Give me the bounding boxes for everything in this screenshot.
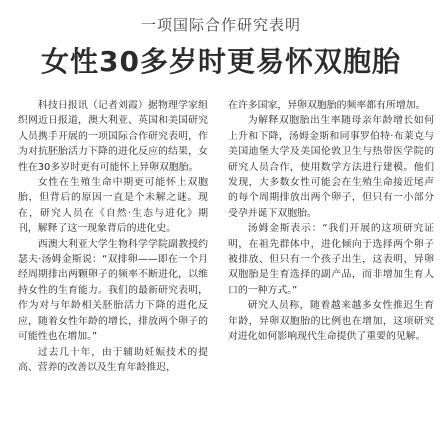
paragraph: 为解释双胞胎出生率随母亲年龄增长如何上升和下降，汤姆金斯和同事罗伯特·布莱克与美国迪堡大学及美国伦敦卫生与热带医学院的研究人员合作，使用数学方法进行建模。他们发现，大多数女性可能会在生殖生命接近尾声的每个周期排放出两个卵子，但只有一小部分受孕并诞下双胞胎。 xyxy=(228,115,434,219)
article-headline: 女性30多岁时更易怀双胞胎 xyxy=(41,45,401,78)
article-column-right xyxy=(228,98,434,345)
paragraph: 研究人员称，随着越来越多女性推迟生育年龄，异卵双胞胎的比例也在增加，这项研究对进化如何影响现代生命提供了重要的见解。 xyxy=(228,300,434,343)
paragraph: 汤姆金斯表示：“我们开展的这项研究证明，在祖先群体中，进化倾向于选择两个卵子被排放、但只有一个孩子出生，这表明，异卵双胞胎是生育选择的副产品，而非增加生育人口的一种方式。” xyxy=(228,223,434,296)
paragraph: 过去几十年，由于辅助妊娠技术的提高、营养的改善以及生育年龄推迟， xyxy=(18,346,208,373)
paragraph: 西澳大利亚大学生物科学学院副教授约瑟夫·汤姆金斯说：“双排卵——即在一个月经周期排出两颗卵子的频率不断进化，以维持女性的生育能力。我们的最新研究表明，作为对与年龄相关胚胎活力下降的进化反应，随着女性年龄的增长，排放两个卵子的可能性也在增加。” xyxy=(18,238,208,343)
article-column-left xyxy=(18,98,208,375)
paragraph: 科技日报讯（记者刘霞）据物理学家组织网近日报道，澳大利亚、英国和美国研究人员携手开展的一项国际合作研究表明，作为对抗胚胎活力下降的进化反应的结果，女性在30多岁时更有可能怀上异卵双胞胎。 xyxy=(18,100,208,173)
paragraph: 女性在生殖生命中期更可能怀上双胞胎，但背后的原因一直是个未解之谜。现在，研究人员在《自然·生态与进化》期刊，解释了这一现象背后的进化史。 xyxy=(18,177,208,235)
paragraph: 在许多国家，异卵双胞胎的频率都有所增加。 xyxy=(228,100,426,111)
article-subtitle: 一项国际合作研究表明 xyxy=(140,16,301,34)
